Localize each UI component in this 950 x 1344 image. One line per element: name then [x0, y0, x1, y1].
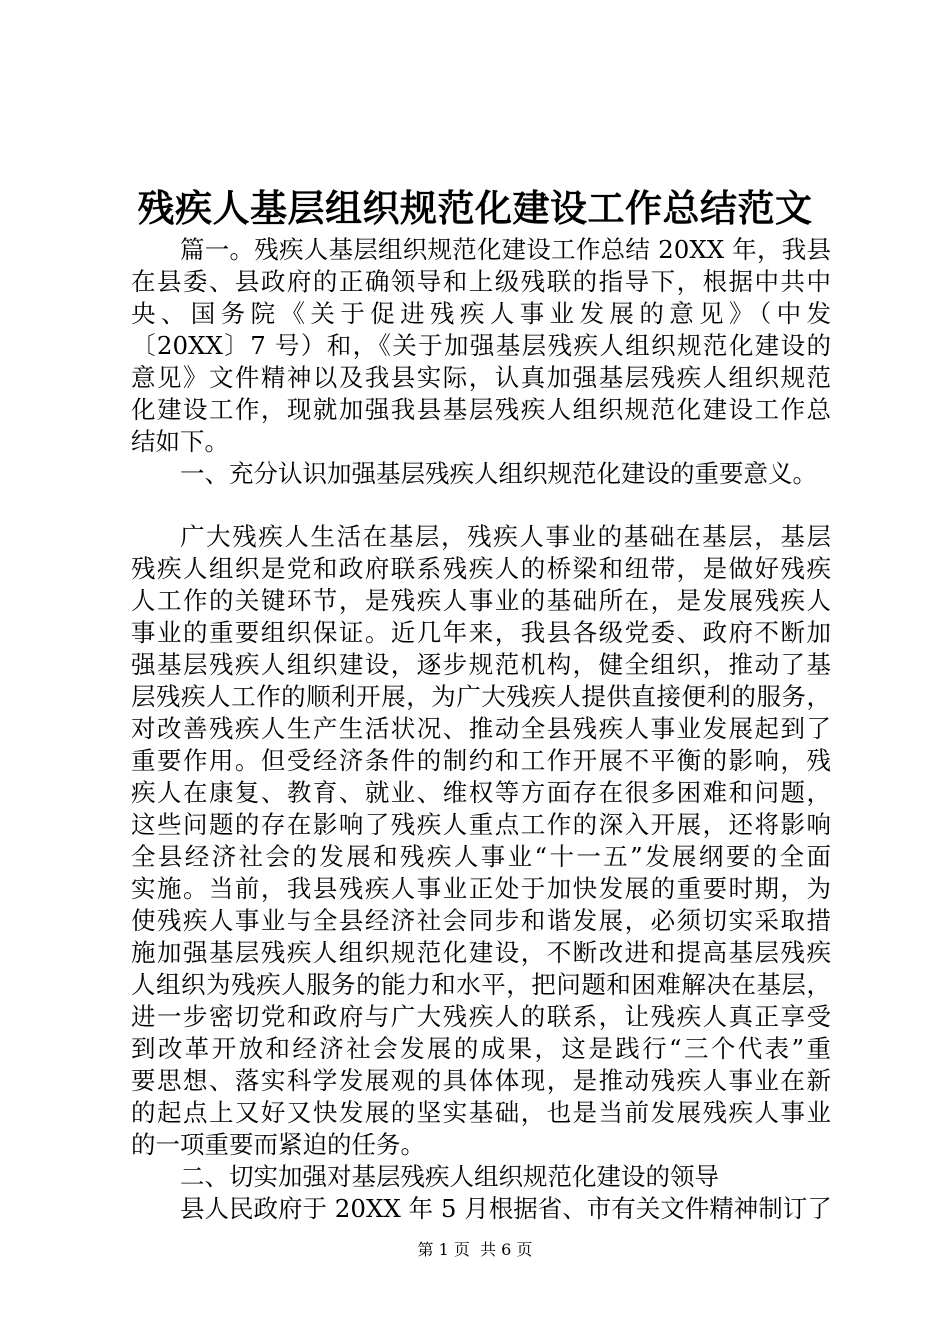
text-line: 重要作用。但受经济条件的制约和工作开展不平衡的影响，残: [131, 746, 831, 775]
text-line: 事业的重要组织保证。近几年来，我县各级党委、政府不断加: [131, 618, 831, 647]
text-line: 全县经济社会的发展和残疾人事业“十一五”发展纲要的全面: [131, 842, 831, 871]
text-line: 使残疾人事业与全县经济社会同步和谐发展，必须切实采取措: [131, 906, 831, 935]
text-line: 人工作的关键环节，是残疾人事业的基础所在，是发展残疾人: [131, 586, 831, 615]
document-body: [131, 234, 831, 1225]
text-line: 意见》文件精神以及我县实际，认真加强基层残疾人组织规范: [131, 363, 831, 392]
text-line: 广大残疾人生活在基层，残疾人事业的基础在基层，基层: [180, 522, 831, 551]
text-line: 到改革开放和经济社会发展的成果，这是践行“三个代表”重: [131, 1034, 831, 1063]
paragraph-leadership: [131, 1193, 831, 1225]
section-heading-text: 一、充分认识加强基层残疾人组织规范化建设的重要意义。: [180, 459, 817, 488]
section-heading-text: 二、切实加强对基层残疾人组织规范化建设的领导: [180, 1162, 719, 1191]
text-line: 的起点上又好又快发展的坚实基础，也是当前发展残疾人事业: [131, 1098, 831, 1127]
paragraph-intro: [131, 234, 831, 458]
section-heading-1: [131, 458, 831, 490]
text-line: 层残疾人工作的顺利开展，为广大残疾人提供直接便利的服务，: [131, 682, 831, 711]
text-line: 实施。当前，我县残疾人事业正处于加快发展的重要时期，为: [131, 874, 831, 903]
text-line: 进一步密切党和政府与广大残疾人的联系，让残疾人真正享受: [131, 1002, 831, 1031]
blank-line: [131, 490, 831, 521]
text-line: 疾人在康复、教育、就业、维权等方面存在很多困难和问题，: [131, 778, 831, 807]
document-title: 残疾人基层组织规范化建设工作总结范文: [137, 186, 813, 230]
text-line: 〔20XX〕7 号）和，《关于加强基层残疾人组织规范化建设的: [131, 331, 831, 360]
text-line: 人组织为残疾人服务的能力和水平，把问题和困难解决在基层，: [131, 970, 831, 999]
text-line: 这些问题的存在影响了残疾人重点工作的深入开展，还将影响: [131, 810, 831, 839]
text-line: 的一项重要而紧迫的任务。: [131, 1130, 425, 1159]
section-heading-2: [131, 1161, 831, 1193]
text-line: 强基层残疾人组织建设，逐步规范机构，健全组织，推动了基: [131, 650, 831, 679]
text-line: 施加强基层残疾人组织规范化建设，不断改进和提高基层残疾: [131, 938, 831, 967]
text-line: 要思想、落实科学发展观的具体体现，是推动残疾人事业在新: [131, 1066, 831, 1095]
text-line: 县人民政府于 20XX 年 5 月根据省、市有关文件精神制订了: [180, 1194, 832, 1223]
text-line: 在县委、县政府的正确领导和上级残联的指导下，根据中共中: [131, 267, 831, 296]
text-line: 篇一。残疾人基层组织规范化建设工作总结 20XX 年，我县: [180, 235, 831, 264]
text-line: 残疾人组织是党和政府联系残疾人的桥梁和纽带，是做好残疾: [131, 554, 831, 583]
text-line: 结如下。: [131, 427, 229, 456]
text-line: 化建设工作，现就加强我县基层残疾人组织规范化建设工作总: [131, 395, 831, 424]
text-line: 对改善残疾人生产生活状况、推动全县残疾人事业发展起到了: [131, 714, 831, 743]
paragraph-significance: [131, 521, 831, 1161]
text-line: 央、国务院《关于促进残疾人事业发展的意见》（中发: [131, 299, 831, 328]
page-footer: 第 1 页 共 6 页: [417, 1240, 533, 1259]
